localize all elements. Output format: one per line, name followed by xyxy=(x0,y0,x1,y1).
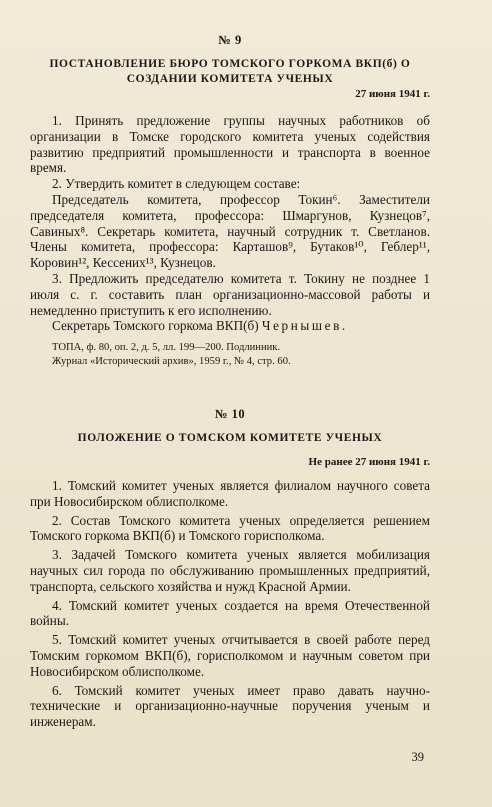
doc10-paragraph-3: 3. Задачей Томского комитета ученых является мобилизация научных сил города по обслуживанию промышленных предприятий, транспорта, сельского хозяйства и нужд Красной Армии. xyxy=(30,547,430,594)
doc10-date: Не ранее 27 июня 1941 г. xyxy=(308,456,430,468)
signature-name: Чернышев. xyxy=(261,318,348,333)
doc9-signature xyxy=(30,318,430,334)
doc10-paragraph-2: 2. Состав Томского комитета ученых определяется решением Томского горкома ВКП(б) и Томского горисполкома. xyxy=(30,512,430,544)
doc10-body xyxy=(30,478,430,730)
page-number: 39 xyxy=(411,750,424,764)
doc9-number: № 9 xyxy=(218,33,242,47)
doc9-paragraph-4: 3. Предложить председателю комитета т. Токину не позднее 1 июля с. г. составить план организационно-массовой работы и немедленно приступить к его исполнению. xyxy=(30,270,430,318)
doc10-paragraph-6: 6. Томский комитет ученых имеет право давать научно-технические и организационно-научные поручения ученым и инженерам. xyxy=(30,682,430,730)
doc9-title-line2: СОЗДАНИИ КОМИТЕТА УЧЕНЫХ xyxy=(126,73,334,85)
doc9-source-1: ТОПА, ф. 80, оп. 2, д. 5, лл. 199—200. Подлинник. xyxy=(52,342,281,353)
doc9-sources xyxy=(30,341,430,368)
doc10-paragraph-1: 1. Томский комитет ученых является филиалом научного совета при Новосибирском облисполкоме. xyxy=(30,478,430,509)
doc9-title xyxy=(30,57,430,87)
doc10-number: № 10 xyxy=(214,407,246,421)
signature-title: Секретарь Томского горкома ВКП(б) xyxy=(52,318,259,333)
doc10-date-row xyxy=(30,456,430,468)
doc9-source-2: Журнал «Исторический архив», 1959 г., № 4, стр. 60. xyxy=(52,355,291,367)
doc10-paragraph-4: 4. Томский комитет ученых создается на время Отечественной войны. xyxy=(30,597,430,629)
doc9-paragraph-1: 1. Принять предложение группы научных работников об организации в Томске городского комитета ученых содействия развитию предприятий промышленности и транспорта в военное время. xyxy=(30,113,430,176)
doc9-paragraph-3: Председатель комитета, профессор Токин⁶. Заместители председателя комитета, профессора: Шмаргунов, Кузнецов⁷, Савиных⁸. Секретарь комитета, научный сотрудник т. Светланов. Члены комитета, профессора: Карташов⁹, Бутаков¹⁰, Геблер¹¹, Коровин¹², Кессених¹³, Кузнецов. xyxy=(30,191,430,271)
doc10-title: ПОЛОЖЕНИЕ О ТОМСКОМ КОМИТЕТЕ УЧЕНЫХ xyxy=(77,432,383,444)
doc9-title-line1: ПОСТАНОВЛЕНИЕ БЮРО ТОМСКОГО ГОРКОМА ВКП(б) О xyxy=(49,58,411,70)
doc9-date: 27 июня 1941 г. xyxy=(355,88,430,100)
doc9-date-row xyxy=(30,88,430,100)
doc10-paragraph-5: 5. Томский комитет ученых отчитывается в своей работе перед Томским горкомом ВКП(б), горисполкомом и научным советом при Новосибирском облисполкоме. xyxy=(30,632,430,679)
doc9-paragraph-2: 2. Утвердить комитет в следующем составе: xyxy=(52,176,301,192)
doc9-body xyxy=(30,113,430,318)
